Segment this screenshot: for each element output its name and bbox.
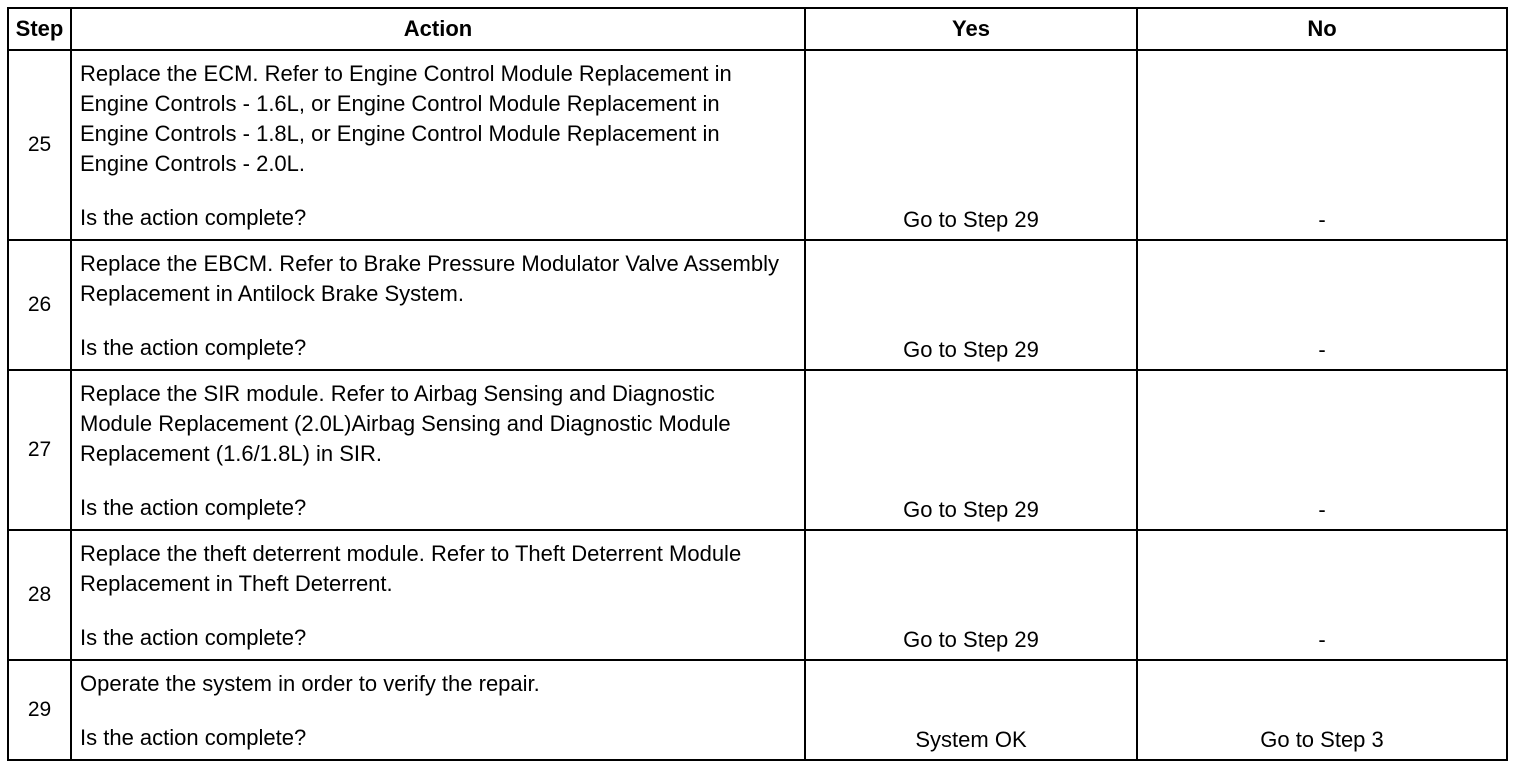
- action-cell: [71, 660, 805, 760]
- header-yes: Yes: [805, 8, 1137, 50]
- step-number: 27: [8, 370, 71, 530]
- table-row: [8, 660, 1507, 760]
- no-result: -: [1137, 240, 1507, 370]
- action-question: Is the action complete?: [80, 725, 307, 750]
- no-result: Go to Step 3: [1137, 660, 1507, 760]
- action-question: Is the action complete?: [80, 495, 307, 520]
- header-row: [8, 8, 1507, 50]
- action-cell: [71, 50, 805, 240]
- action-text: Replace the theft deterrent module. Refer to Theft Deterrent Module Replacement in Theft Deterrent.: [80, 541, 742, 596]
- action-cell: [71, 240, 805, 370]
- step-number: 28: [8, 530, 71, 660]
- yes-result: Go to Step 29: [805, 370, 1137, 530]
- header-no: No: [1137, 8, 1507, 50]
- yes-result: Go to Step 29: [805, 530, 1137, 660]
- action-cell: [71, 370, 805, 530]
- no-result: -: [1137, 370, 1507, 530]
- action-text: Operate the system in order to verify the repair.: [80, 671, 540, 696]
- action-text: Replace the SIR module. Refer to Airbag Sensing and Diagnostic Module Replacement (2.0L)Airbag Sensing and Diagnostic Module Replacement (1.6/1.8L) in SIR.: [80, 381, 731, 466]
- no-result: -: [1137, 530, 1507, 660]
- action-question: Is the action complete?: [80, 625, 307, 650]
- yes-result: Go to Step 29: [805, 50, 1137, 240]
- header-action: Action: [71, 8, 805, 50]
- yes-result: Go to Step 29: [805, 240, 1137, 370]
- table-row: [8, 50, 1507, 240]
- step-number: 26: [8, 240, 71, 370]
- table-row: [8, 240, 1507, 370]
- step-number: 25: [8, 50, 71, 240]
- action-question: Is the action complete?: [80, 335, 307, 360]
- step-number: 29: [8, 660, 71, 760]
- action-cell: [71, 530, 805, 660]
- diagnostic-table-container: [7, 7, 1506, 752]
- action-text: Replace the ECM. Refer to Engine Control Module Replacement in Engine Controls - 1.6L, or Engine Control Module Replacement in Engine Controls - 1.8L, or Engine Control Module Replacement in Engine Controls - 2.0L.: [80, 61, 732, 176]
- table-row: [8, 370, 1507, 530]
- header-step: Step: [8, 8, 71, 50]
- table-row: [8, 530, 1507, 660]
- yes-result: System OK: [805, 660, 1137, 760]
- action-text: Replace the EBCM. Refer to Brake Pressure Modulator Valve Assembly Replacement in Antilock Brake System.: [80, 251, 780, 306]
- diagnostic-table: [7, 7, 1508, 761]
- action-question: Is the action complete?: [80, 205, 307, 230]
- no-result: -: [1137, 50, 1507, 240]
